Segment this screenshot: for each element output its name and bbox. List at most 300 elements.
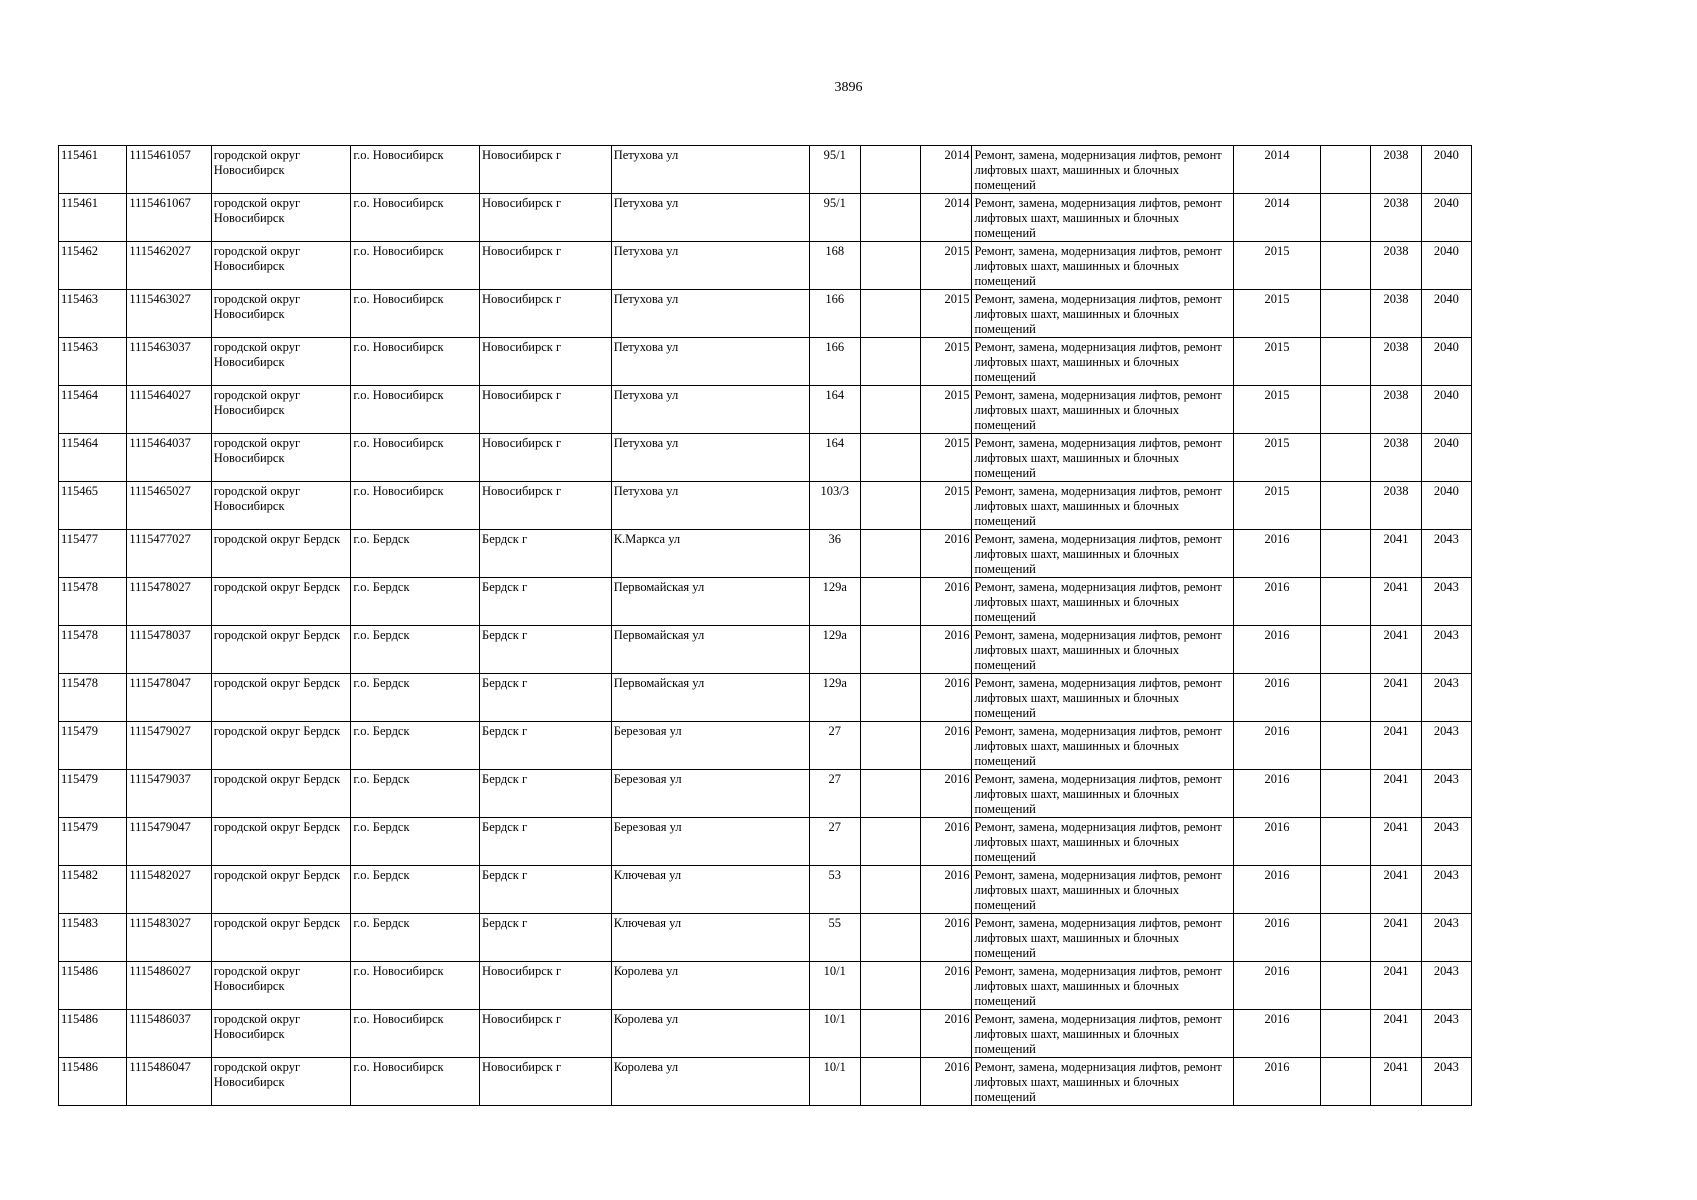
- cell-period-end: 2043: [1421, 1058, 1471, 1106]
- cell-empty: [860, 338, 920, 386]
- cell-settlement: Новосибирск г: [480, 386, 612, 434]
- cell-municipality: г.о. Бердск: [351, 818, 480, 866]
- table-row: [59, 434, 1472, 482]
- cell-year: 2016: [921, 530, 972, 578]
- cell-settlement: Бердск г: [480, 770, 612, 818]
- cell-code: 1115477027: [127, 530, 211, 578]
- table-row: [59, 818, 1472, 866]
- cell-settlement: Новосибирск г: [480, 338, 612, 386]
- cell-year: 2016: [921, 722, 972, 770]
- cell-work-type: Ремонт, замена, модернизация лифтов, ремонт лифтовых шахт, машинных и блочных помещений: [972, 290, 1233, 338]
- cell-empty-2: [1321, 722, 1371, 770]
- cell-year-2: 2015: [1233, 290, 1320, 338]
- cell-municipality: г.о. Бердск: [351, 626, 480, 674]
- cell-settlement: Бердск г: [480, 578, 612, 626]
- cell-work-type: Ремонт, замена, модернизация лифтов, ремонт лифтовых шахт, машинных и блочных помещений: [972, 578, 1233, 626]
- cell-empty: [860, 1058, 920, 1106]
- cell-settlement: Новосибирск г: [480, 962, 612, 1010]
- cell-street: Королева ул: [611, 1010, 809, 1058]
- cell-district: городской округ Бердск: [211, 626, 351, 674]
- cell-work-type: Ремонт, замена, модернизация лифтов, ремонт лифтовых шахт, машинных и блочных помещений: [972, 434, 1233, 482]
- cell-municipality: г.о. Новосибирск: [351, 1010, 480, 1058]
- cell-id: 115478: [59, 674, 127, 722]
- cell-year-2: 2015: [1233, 482, 1320, 530]
- cell-code: 1115465027: [127, 482, 211, 530]
- cell-period-start: 2038: [1371, 290, 1421, 338]
- cell-code: 1115478027: [127, 578, 211, 626]
- cell-code: 1115462027: [127, 242, 211, 290]
- cell-house: 129а: [809, 626, 860, 674]
- cell-code: 1115486047: [127, 1058, 211, 1106]
- cell-year-2: 2016: [1233, 530, 1320, 578]
- cell-id: 115486: [59, 962, 127, 1010]
- cell-period-start: 2041: [1371, 674, 1421, 722]
- cell-empty-2: [1321, 482, 1371, 530]
- cell-empty-2: [1321, 914, 1371, 962]
- cell-settlement: Бердск г: [480, 530, 612, 578]
- cell-empty-2: [1321, 1010, 1371, 1058]
- cell-period-start: 2041: [1371, 578, 1421, 626]
- cell-municipality: г.о. Новосибирск: [351, 194, 480, 242]
- cell-period-start: 2041: [1371, 770, 1421, 818]
- cell-empty-2: [1321, 578, 1371, 626]
- table-row: [59, 770, 1472, 818]
- cell-year: 2016: [921, 914, 972, 962]
- cell-empty: [860, 626, 920, 674]
- cell-id: 115482: [59, 866, 127, 914]
- cell-empty: [860, 482, 920, 530]
- cell-year-2: 2016: [1233, 1058, 1320, 1106]
- cell-district: городской округ Бердск: [211, 530, 351, 578]
- cell-period-start: 2041: [1371, 626, 1421, 674]
- cell-work-type: Ремонт, замена, модернизация лифтов, ремонт лифтовых шахт, машинных и блочных помещений: [972, 962, 1233, 1010]
- cell-settlement: Новосибирск г: [480, 290, 612, 338]
- cell-work-type: Ремонт, замена, модернизация лифтов, ремонт лифтовых шахт, машинных и блочных помещений: [972, 386, 1233, 434]
- table-row: [59, 866, 1472, 914]
- cell-work-type: Ремонт, замена, модернизация лифтов, ремонт лифтовых шахт, машинных и блочных помещений: [972, 530, 1233, 578]
- cell-code: 1115463037: [127, 338, 211, 386]
- cell-work-type: Ремонт, замена, модернизация лифтов, ремонт лифтовых шахт, машинных и блочных помещений: [972, 770, 1233, 818]
- cell-id: 115479: [59, 770, 127, 818]
- cell-house: 95/1: [809, 146, 860, 194]
- cell-year-2: 2014: [1233, 194, 1320, 242]
- cell-period-end: 2040: [1421, 146, 1471, 194]
- cell-street: Королева ул: [611, 962, 809, 1010]
- table-row: [59, 578, 1472, 626]
- cell-district: городской округ Бердск: [211, 578, 351, 626]
- table-row: [59, 722, 1472, 770]
- cell-empty: [860, 914, 920, 962]
- cell-settlement: Новосибирск г: [480, 146, 612, 194]
- cell-empty-2: [1321, 626, 1371, 674]
- cell-district: городской округ Новосибирск: [211, 1058, 351, 1106]
- cell-empty: [860, 386, 920, 434]
- cell-municipality: г.о. Новосибирск: [351, 242, 480, 290]
- cell-empty: [860, 578, 920, 626]
- cell-work-type: Ремонт, замена, модернизация лифтов, ремонт лифтовых шахт, машинных и блочных помещений: [972, 194, 1233, 242]
- cell-empty: [860, 962, 920, 1010]
- cell-empty: [860, 866, 920, 914]
- cell-settlement: Новосибирск г: [480, 434, 612, 482]
- cell-municipality: г.о. Бердск: [351, 674, 480, 722]
- cell-year: 2014: [921, 146, 972, 194]
- table-row: [59, 146, 1472, 194]
- cell-district: городской округ Новосибирск: [211, 482, 351, 530]
- cell-period-end: 2040: [1421, 434, 1471, 482]
- cell-municipality: г.о. Бердск: [351, 530, 480, 578]
- cell-period-end: 2040: [1421, 290, 1471, 338]
- cell-empty: [860, 194, 920, 242]
- cell-code: 1115479037: [127, 770, 211, 818]
- cell-period-end: 2043: [1421, 962, 1471, 1010]
- cell-year: 2016: [921, 818, 972, 866]
- cell-municipality: г.о. Бердск: [351, 914, 480, 962]
- cell-work-type: Ремонт, замена, модернизация лифтов, ремонт лифтовых шахт, машинных и блочных помещений: [972, 338, 1233, 386]
- cell-period-start: 2041: [1371, 818, 1421, 866]
- cell-district: городской округ Бердск: [211, 722, 351, 770]
- cell-year: 2015: [921, 338, 972, 386]
- cell-street: Петухова ул: [611, 194, 809, 242]
- cell-district: городской округ Бердск: [211, 914, 351, 962]
- cell-code: 1115461067: [127, 194, 211, 242]
- cell-work-type: Ремонт, замена, модернизация лифтов, ремонт лифтовых шахт, машинных и блочных помещений: [972, 722, 1233, 770]
- cell-work-type: Ремонт, замена, модернизация лифтов, ремонт лифтовых шахт, машинных и блочных помещений: [972, 626, 1233, 674]
- cell-empty: [860, 674, 920, 722]
- cell-street: Петухова ул: [611, 146, 809, 194]
- cell-work-type: Ремонт, замена, модернизация лифтов, ремонт лифтовых шахт, машинных и блочных помещений: [972, 242, 1233, 290]
- table-row: [59, 626, 1472, 674]
- cell-district: городской округ Новосибирск: [211, 194, 351, 242]
- cell-district: городской округ Бердск: [211, 770, 351, 818]
- cell-municipality: г.о. Новосибирск: [351, 962, 480, 1010]
- cell-settlement: Бердск г: [480, 914, 612, 962]
- cell-empty: [860, 1010, 920, 1058]
- table-row: [59, 1058, 1472, 1106]
- cell-code: 1115486027: [127, 962, 211, 1010]
- cell-work-type: Ремонт, замена, модернизация лифтов, ремонт лифтовых шахт, машинных и блочных помещений: [972, 914, 1233, 962]
- cell-house: 166: [809, 338, 860, 386]
- cell-settlement: Новосибирск г: [480, 482, 612, 530]
- cell-street: Петухова ул: [611, 482, 809, 530]
- cell-id: 115483: [59, 914, 127, 962]
- cell-district: городской округ Новосибирск: [211, 1010, 351, 1058]
- cell-year: 2015: [921, 482, 972, 530]
- cell-municipality: г.о. Новосибирск: [351, 1058, 480, 1106]
- cell-year-2: 2016: [1233, 1010, 1320, 1058]
- cell-year-2: 2016: [1233, 674, 1320, 722]
- cell-empty-2: [1321, 962, 1371, 1010]
- cell-period-end: 2043: [1421, 626, 1471, 674]
- cell-house: 164: [809, 386, 860, 434]
- cell-period-start: 2041: [1371, 722, 1421, 770]
- cell-period-start: 2038: [1371, 194, 1421, 242]
- cell-year: 2016: [921, 1010, 972, 1058]
- cell-year-2: 2016: [1233, 770, 1320, 818]
- cell-empty-2: [1321, 338, 1371, 386]
- cell-municipality: г.о. Новосибирск: [351, 386, 480, 434]
- cell-year: 2016: [921, 674, 972, 722]
- cell-street: Березовая ул: [611, 722, 809, 770]
- cell-period-end: 2043: [1421, 866, 1471, 914]
- cell-settlement: Бердск г: [480, 674, 612, 722]
- cell-year-2: 2016: [1233, 914, 1320, 962]
- cell-code: 1115479027: [127, 722, 211, 770]
- cell-street: Петухова ул: [611, 290, 809, 338]
- cell-work-type: Ремонт, замена, модернизация лифтов, ремонт лифтовых шахт, машинных и блочных помещений: [972, 866, 1233, 914]
- cell-year-2: 2016: [1233, 626, 1320, 674]
- cell-district: городской округ Бердск: [211, 674, 351, 722]
- cell-year: 2016: [921, 770, 972, 818]
- cell-municipality: г.о. Новосибирск: [351, 146, 480, 194]
- cell-code: 1115482027: [127, 866, 211, 914]
- table-row: [59, 242, 1472, 290]
- cell-period-start: 2038: [1371, 146, 1421, 194]
- cell-street: Первомайская ул: [611, 578, 809, 626]
- cell-year: 2015: [921, 242, 972, 290]
- cell-street: Первомайская ул: [611, 674, 809, 722]
- cell-street: Ключевая ул: [611, 914, 809, 962]
- cell-house: 53: [809, 866, 860, 914]
- cell-empty: [860, 434, 920, 482]
- cell-year-2: 2016: [1233, 722, 1320, 770]
- cell-id: 115478: [59, 626, 127, 674]
- cell-empty-2: [1321, 194, 1371, 242]
- cell-house: 166: [809, 290, 860, 338]
- registry-table: [58, 145, 1472, 1106]
- cell-street: Петухова ул: [611, 338, 809, 386]
- cell-house: 103/3: [809, 482, 860, 530]
- cell-work-type: Ремонт, замена, модернизация лифтов, ремонт лифтовых шахт, машинных и блочных помещений: [972, 482, 1233, 530]
- cell-year: 2016: [921, 626, 972, 674]
- cell-code: 1115479047: [127, 818, 211, 866]
- cell-id: 115479: [59, 722, 127, 770]
- cell-code: 1115464027: [127, 386, 211, 434]
- table-row: [59, 290, 1472, 338]
- cell-house: 10/1: [809, 1010, 860, 1058]
- cell-year-2: 2016: [1233, 578, 1320, 626]
- cell-period-end: 2043: [1421, 722, 1471, 770]
- cell-settlement: Новосибирск г: [480, 242, 612, 290]
- cell-municipality: г.о. Бердск: [351, 722, 480, 770]
- cell-id: 115464: [59, 434, 127, 482]
- cell-code: 1115486037: [127, 1010, 211, 1058]
- cell-period-end: 2043: [1421, 578, 1471, 626]
- table-body: [59, 146, 1472, 1106]
- cell-empty-2: [1321, 818, 1371, 866]
- cell-period-end: 2040: [1421, 482, 1471, 530]
- cell-settlement: Новосибирск г: [480, 1058, 612, 1106]
- cell-municipality: г.о. Бердск: [351, 578, 480, 626]
- cell-period-start: 2041: [1371, 1010, 1421, 1058]
- cell-year: 2016: [921, 578, 972, 626]
- cell-empty-2: [1321, 290, 1371, 338]
- cell-district: городской округ Новосибирск: [211, 962, 351, 1010]
- table-row: [59, 530, 1472, 578]
- cell-period-end: 2040: [1421, 194, 1471, 242]
- cell-settlement: Бердск г: [480, 866, 612, 914]
- cell-house: 129а: [809, 674, 860, 722]
- cell-house: 168: [809, 242, 860, 290]
- cell-period-end: 2043: [1421, 1010, 1471, 1058]
- cell-house: 27: [809, 722, 860, 770]
- cell-id: 115461: [59, 146, 127, 194]
- cell-house: 10/1: [809, 962, 860, 1010]
- cell-municipality: г.о. Бердск: [351, 866, 480, 914]
- cell-street: К.Маркса ул: [611, 530, 809, 578]
- cell-code: 1115463027: [127, 290, 211, 338]
- table-row: [59, 386, 1472, 434]
- cell-empty-2: [1321, 770, 1371, 818]
- cell-house: 36: [809, 530, 860, 578]
- table-row: [59, 194, 1472, 242]
- cell-period-end: 2040: [1421, 386, 1471, 434]
- cell-id: 115463: [59, 338, 127, 386]
- cell-street: Березовая ул: [611, 770, 809, 818]
- cell-code: 1115483027: [127, 914, 211, 962]
- cell-empty-2: [1321, 674, 1371, 722]
- cell-empty: [860, 530, 920, 578]
- cell-year: 2015: [921, 434, 972, 482]
- cell-empty-2: [1321, 242, 1371, 290]
- cell-empty-2: [1321, 530, 1371, 578]
- cell-street: Петухова ул: [611, 434, 809, 482]
- cell-period-end: 2040: [1421, 242, 1471, 290]
- cell-period-start: 2038: [1371, 338, 1421, 386]
- cell-empty-2: [1321, 866, 1371, 914]
- cell-street: Ключевая ул: [611, 866, 809, 914]
- page-number: 3896: [834, 80, 863, 95]
- table-row: [59, 914, 1472, 962]
- cell-id: 115477: [59, 530, 127, 578]
- cell-work-type: Ремонт, замена, модернизация лифтов, ремонт лифтовых шахт, машинных и блочных помещений: [972, 674, 1233, 722]
- cell-id: 115463: [59, 290, 127, 338]
- cell-empty: [860, 146, 920, 194]
- cell-settlement: Бердск г: [480, 722, 612, 770]
- cell-year-2: 2016: [1233, 866, 1320, 914]
- cell-id: 115486: [59, 1058, 127, 1106]
- cell-street: Первомайская ул: [611, 626, 809, 674]
- cell-work-type: Ремонт, замена, модернизация лифтов, ремонт лифтовых шахт, машинных и блочных помещений: [972, 146, 1233, 194]
- cell-district: городской округ Новосибирск: [211, 146, 351, 194]
- cell-settlement: Новосибирск г: [480, 1010, 612, 1058]
- cell-street: Королева ул: [611, 1058, 809, 1106]
- cell-period-start: 2041: [1371, 962, 1421, 1010]
- cell-district: городской округ Бердск: [211, 866, 351, 914]
- cell-year-2: 2016: [1233, 962, 1320, 1010]
- cell-year-2: 2015: [1233, 386, 1320, 434]
- cell-empty-2: [1321, 434, 1371, 482]
- cell-district: городской округ Новосибирск: [211, 434, 351, 482]
- cell-period-start: 2038: [1371, 482, 1421, 530]
- cell-year: 2016: [921, 962, 972, 1010]
- cell-municipality: г.о. Новосибирск: [351, 338, 480, 386]
- cell-work-type: Ремонт, замена, модернизация лифтов, ремонт лифтовых шахт, машинных и блочных помещений: [972, 1058, 1233, 1106]
- cell-house: 95/1: [809, 194, 860, 242]
- cell-year-2: 2016: [1233, 818, 1320, 866]
- cell-code: 1115478047: [127, 674, 211, 722]
- cell-period-start: 2038: [1371, 434, 1421, 482]
- cell-work-type: Ремонт, замена, модернизация лифтов, ремонт лифтовых шахт, машинных и блочных помещений: [972, 818, 1233, 866]
- cell-house: 10/1: [809, 1058, 860, 1106]
- cell-house: 27: [809, 818, 860, 866]
- cell-municipality: г.о. Новосибирск: [351, 482, 480, 530]
- cell-street: Петухова ул: [611, 242, 809, 290]
- cell-period-start: 2038: [1371, 242, 1421, 290]
- cell-period-end: 2043: [1421, 770, 1471, 818]
- cell-period-start: 2041: [1371, 1058, 1421, 1106]
- cell-empty-2: [1321, 386, 1371, 434]
- cell-id: 115478: [59, 578, 127, 626]
- cell-year: 2014: [921, 194, 972, 242]
- cell-period-end: 2040: [1421, 338, 1471, 386]
- cell-district: городской округ Новосибирск: [211, 242, 351, 290]
- cell-id: 115464: [59, 386, 127, 434]
- cell-municipality: г.о. Новосибирск: [351, 290, 480, 338]
- cell-work-type: Ремонт, замена, модернизация лифтов, ремонт лифтовых шахт, машинных и блочных помещений: [972, 1010, 1233, 1058]
- cell-period-start: 2041: [1371, 914, 1421, 962]
- cell-id: 115465: [59, 482, 127, 530]
- cell-period-start: 2041: [1371, 866, 1421, 914]
- cell-year-2: 2015: [1233, 242, 1320, 290]
- table-row: [59, 674, 1472, 722]
- cell-empty: [860, 770, 920, 818]
- cell-code: 1115461057: [127, 146, 211, 194]
- cell-id: 115462: [59, 242, 127, 290]
- table-row: [59, 338, 1472, 386]
- cell-street: Березовая ул: [611, 818, 809, 866]
- cell-empty: [860, 722, 920, 770]
- cell-municipality: г.о. Новосибирск: [351, 434, 480, 482]
- cell-id: 115479: [59, 818, 127, 866]
- cell-year-2: 2015: [1233, 338, 1320, 386]
- cell-code: 1115478037: [127, 626, 211, 674]
- cell-house: 129а: [809, 578, 860, 626]
- cell-year: 2015: [921, 290, 972, 338]
- cell-year-2: 2015: [1233, 434, 1320, 482]
- cell-house: 55: [809, 914, 860, 962]
- cell-settlement: Бердск г: [480, 626, 612, 674]
- cell-id: 115461: [59, 194, 127, 242]
- cell-period-end: 2043: [1421, 530, 1471, 578]
- cell-house: 164: [809, 434, 860, 482]
- cell-empty: [860, 818, 920, 866]
- cell-period-end: 2043: [1421, 674, 1471, 722]
- cell-period-end: 2043: [1421, 818, 1471, 866]
- table-row: [59, 962, 1472, 1010]
- table-row: [59, 1010, 1472, 1058]
- cell-year: 2016: [921, 1058, 972, 1106]
- cell-empty-2: [1321, 146, 1371, 194]
- cell-year-2: 2014: [1233, 146, 1320, 194]
- cell-year: 2016: [921, 866, 972, 914]
- cell-street: Петухова ул: [611, 386, 809, 434]
- cell-period-start: 2041: [1371, 530, 1421, 578]
- cell-empty-2: [1321, 1058, 1371, 1106]
- cell-period-start: 2038: [1371, 386, 1421, 434]
- cell-id: 115486: [59, 1010, 127, 1058]
- cell-district: городской округ Бердск: [211, 818, 351, 866]
- cell-code: 1115464037: [127, 434, 211, 482]
- cell-year: 2015: [921, 386, 972, 434]
- cell-district: городской округ Новосибирск: [211, 386, 351, 434]
- table-row: [59, 482, 1472, 530]
- cell-settlement: Бердск г: [480, 818, 612, 866]
- cell-municipality: г.о. Бердск: [351, 770, 480, 818]
- cell-settlement: Новосибирск г: [480, 194, 612, 242]
- cell-district: городской округ Новосибирск: [211, 290, 351, 338]
- cell-period-end: 2043: [1421, 914, 1471, 962]
- cell-district: городской округ Новосибирск: [211, 338, 351, 386]
